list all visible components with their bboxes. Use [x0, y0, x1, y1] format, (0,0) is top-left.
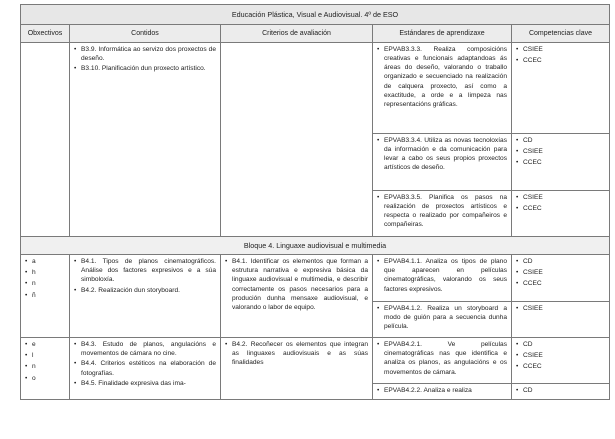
competencias-cell	[512, 302, 610, 338]
competencia-item: • CSIEE	[516, 193, 605, 202]
competencia-item: • CCEC	[516, 362, 605, 371]
contido-item: • B4.4. Criterios estéticos na elaboración de fotografías.	[74, 359, 216, 377]
obxectivo-item: • o	[25, 374, 65, 383]
competencias-cell	[512, 255, 610, 302]
criterio-text: • B4.2. Recoñecer os elementos que integran as linguaxes audiovisuais e as súas finalidades	[225, 340, 368, 367]
estandar-cell	[373, 43, 512, 134]
contidos-cell	[70, 338, 221, 400]
competencia-item: • CD	[516, 340, 605, 349]
competencia-item: • CD	[516, 136, 605, 145]
table-row	[21, 255, 610, 302]
column-header-competencias: Competencias clave	[512, 25, 610, 43]
criterio-cell	[221, 255, 373, 338]
competencia-item: • CSIEE	[516, 147, 605, 156]
bloque-row	[21, 237, 610, 255]
competencia-item: • CSIEE	[516, 268, 605, 277]
bloque-title: Bloque 4. Linguaxe audiovisual e multimedia	[21, 237, 610, 255]
contidos-cell	[70, 255, 221, 338]
obxectivo-item: • e	[25, 340, 65, 349]
estandar-text: • EPVAB4.2.2. Analiza e realiza	[377, 386, 507, 395]
obxectivo-item: • a	[25, 257, 65, 266]
competencias-cell	[512, 191, 610, 237]
estandar-text: • EPVAB3.3.3. Realiza composicións creativas e funcionais adaptandoas ás áreas do deseño, valorando o traballo organizado e secuenciado na realización de calquera proxecto, así como a exactitude, a orde e a limpeza nas representacións gráficas.	[377, 45, 507, 109]
column-header-contidos: Contidos	[70, 25, 221, 43]
competencia-item: • CD	[516, 257, 605, 266]
obxectivo-item: • ñ	[25, 291, 65, 300]
column-header-criterios: Criterios de avaliación	[221, 25, 373, 43]
curriculum-table	[20, 4, 610, 400]
competencias-cell	[512, 384, 610, 400]
criterio-text: • B4.1. Identificar os elementos que forman a estrutura narrativa e expresiva básica da linguaxe audiovisual e multimedia, e describir correctamente os pasos necesarios para a produción dunha mensaxe audiovisual, e valorando o labor de equipo.	[225, 257, 368, 312]
curriculum-page	[20, 4, 609, 400]
estandar-cell	[373, 384, 512, 400]
competencia-item: • CCEC	[516, 204, 605, 213]
obxectivo-item: • l	[25, 351, 65, 360]
contido-item: • B3.9. Informática ao servizo dos proxectos de deseño.	[74, 45, 216, 63]
estandar-cell	[373, 255, 512, 302]
contidos-cell	[70, 43, 221, 237]
criterio-cell	[221, 338, 373, 400]
competencia-item: • CSIEE	[516, 45, 605, 54]
obxectivos-cell	[21, 255, 70, 338]
column-header-row	[21, 25, 610, 43]
estandar-cell	[373, 302, 512, 338]
estandar-text: • EPVAB3.3.4. Utiliza as novas tecnoloxías da información e da comunicación para levar a cabo os seus propios proxectos artísticos de deseño.	[377, 136, 507, 172]
competencia-item: • CSIEE	[516, 351, 605, 360]
contido-item: • B3.10. Planificación dun proxecto artístico.	[74, 64, 216, 73]
competencias-cell	[512, 338, 610, 384]
estandar-cell	[373, 191, 512, 237]
obxectivos-cell	[21, 338, 70, 400]
estandar-text: • EPVAB3.3.5. Planifica os pasos na realización de proxectos artísticos e respecta o realizado por compañeiros e compañeiras.	[377, 193, 507, 229]
column-header-estandares: Estándares de aprendizaxe	[373, 25, 512, 43]
obxectivo-item: • n	[25, 279, 65, 288]
competencia-item: • CCEC	[516, 279, 605, 288]
competencia-item: • CD	[516, 386, 605, 395]
estandar-text: • EPVAB4.1.1. Analiza os tipos de plano que aparecen en películas cinematográficas, valorando os seus factores expresivos.	[377, 257, 507, 293]
estandar-cell	[373, 338, 512, 384]
column-header-obxectivos: Obxectivos	[21, 25, 70, 43]
estandar-text: • EPVAB4.1.2. Realiza un storyboard a modo de guión para a secuencia dunha película.	[377, 304, 507, 331]
contido-item: • B4.1. Tipos de planos cinematográficos. Análise dos factores expresivos e a súa simboloxía.	[74, 257, 216, 284]
competencia-item: • CCEC	[516, 56, 605, 65]
estandar-text: • EPVAB4.2.1. Ve películas cinematográficas nas que identifica e analiza os planos, as angulacións e os movementos de cámara.	[377, 340, 507, 376]
competencia-item: • CCEC	[516, 158, 605, 167]
contido-item: • B4.3. Estudo de planos, angulacións e movementos de cámara no cine.	[74, 340, 216, 358]
competencias-cell	[512, 134, 610, 191]
table-row	[21, 338, 610, 384]
obxectivo-item: • h	[25, 268, 65, 277]
table-title-row	[21, 5, 610, 25]
competencias-cell	[512, 43, 610, 134]
obxectivos-cell	[21, 43, 70, 237]
table-title: Educación Plástica, Visual e Audiovisual. 4º de ESO	[21, 5, 610, 25]
obxectivo-item: • n	[25, 362, 65, 371]
contido-item: • B4.5. Finalidade expresiva das ima-	[74, 379, 216, 388]
estandar-cell	[373, 134, 512, 191]
competencia-item: • CSIEE	[516, 304, 605, 313]
contido-item: • B4.2. Realización dun storyboard.	[74, 286, 216, 295]
criterio-cell	[221, 43, 373, 237]
table-row	[21, 43, 610, 134]
